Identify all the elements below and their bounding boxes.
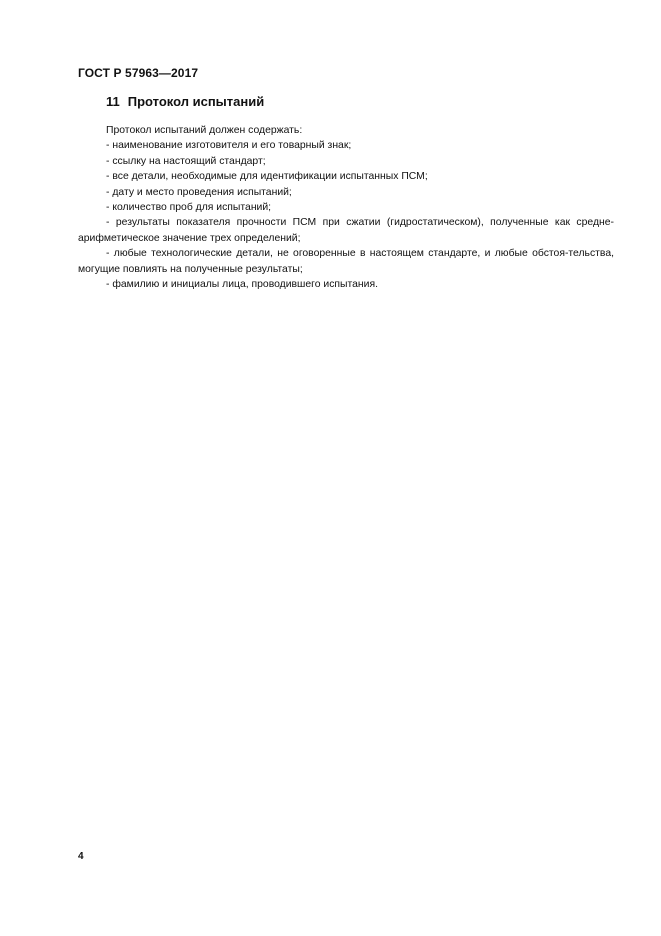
section-title: Протокол испытаний bbox=[127, 94, 265, 109]
list-item-tester-name: - фамилию и инициалы лица, проводившего испытания. bbox=[106, 279, 378, 291]
section-number: 11 bbox=[106, 94, 120, 109]
standard-code-header: ГОСТ Р 57963—2017 bbox=[78, 66, 199, 80]
list-item-technological-details: - любые технологические детали, не оговоренные в настоящем стандарте, и любые обстоя-тельства, могущие повлиять на полученные результаты; bbox=[78, 248, 614, 275]
list-item-manufacturer: - наименование изготовителя и его товарный знак; bbox=[106, 140, 352, 152]
list-item-date-place: - дату и место проведения испытаний; bbox=[106, 186, 292, 198]
page-number: 4 bbox=[78, 851, 84, 862]
section-body bbox=[78, 123, 614, 292]
list-item-identification-details: - все детали, необходимые для идентификации испытанных ПСМ; bbox=[106, 171, 428, 183]
list-item-standard-reference: - ссылку на настоящий стандарт; bbox=[106, 155, 266, 167]
list-item-strength-results: - результаты показателя прочности ПСМ при сжатии (гидростатическом), полученные как средне-арифметическое значение трех определений; bbox=[78, 217, 614, 244]
paragraph-intro: Протокол испытаний должен содержать: bbox=[106, 125, 303, 136]
list-item-sample-count: - количество проб для испытаний; bbox=[106, 202, 272, 214]
section-heading bbox=[106, 94, 264, 109]
